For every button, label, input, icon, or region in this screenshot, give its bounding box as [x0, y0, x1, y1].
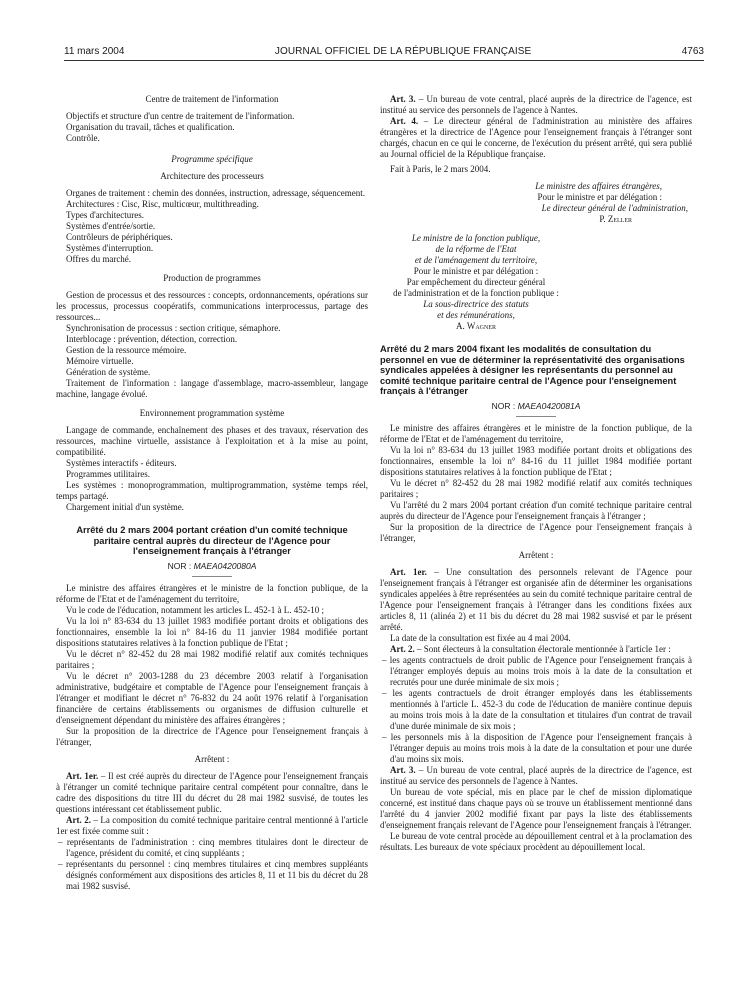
paragraph: Vu l'arrêté du 2 mars 2004 portant création d'un comité technique paritaire central auprès du directeur de l'Agence pour l'enseignement français à l'étranger ; [380, 499, 692, 521]
nor-reference [56, 561, 368, 572]
paragraph: Langage de commande, enchaînement des phases et des travaux, réservation des ressources, machine virtuelle, assistance à l'exploitation et à la mise au point, compatibilité. [56, 425, 368, 457]
paragraph: Mémoire virtuelle. [66, 356, 134, 366]
signature-line: et de l'aménagement du territoire, [414, 255, 538, 265]
signature-block-2 [380, 233, 692, 332]
paragraph: Le ministre des affaires étrangères et le ministre de la fonction publique, de la réforme de l'Etat et de l'aménagement du territoire, [56, 582, 368, 604]
paragraph: Offres du marché. [66, 254, 132, 264]
article [380, 567, 692, 633]
paragraph: Vu le décret n° 2003-1288 du 23 décembre 2003 relatif à l'organisation administrative, budgétaire et comptable de l'Agence pour l'enseignement français à l'étranger et modifiant le décret n° 76-832 du 24 août 1976 relatif à l'organisation financière de certains établissements ou organismes de diffusion culturelle et d'enseignement dépendant du ministère des affaires étrangères ; [56, 670, 368, 725]
paragraph: Le ministre des affaires étrangères et le ministre de la fonction publique, de la réforme de l'Etat et de l'aménagement du territoire, [380, 422, 692, 444]
paragraph: Organes de traitement : chemin des données, instruction, adressage, séquencement. [66, 188, 365, 198]
article-text: – Un bureau de vote central, placé auprès de la directrice de l'agence, est institué au service des personnels de l'agence à Nantes. [380, 94, 692, 115]
list-item: – les agents contractuels de droit public de l'Agence pour l'enseignement français à l'étranger employés depuis au moins trois mois à la date de la consultation et recrutés pour une durée minimale de six mois ; [382, 654, 692, 687]
signature-line: et des rémunérations, [437, 310, 515, 320]
paragraph: Types d'architectures. [66, 210, 144, 220]
article-label: Art. 3. [390, 94, 416, 104]
paragraph: Le bureau de vote central procède au dépouillement central et à la proclamation des résultats. Les bureaux de vote spéciaux procèdent au dépouillement local. [380, 830, 692, 852]
nor-label: NOR : [491, 400, 516, 411]
article [56, 815, 368, 837]
signature-line: Le directeur général de l'administration, [541, 203, 688, 213]
paragraph: Vu la loi n° 83-634 du 13 juillet 1983 modifiée portant droits et obligations des fonctionnaires, ensemble la loi n° 84-16 du 11 juillet 1984 modifiée portant dispositions statutaires relatives à la fonction publique de l'Etat ; [380, 444, 692, 477]
paragraph: Gestion de processus et des ressources : concepts, ordonnancements, opérations sur les processus, processus coopératifs, communications interprocessus, partage des ressources... [56, 290, 368, 322]
paragraph: Systèmes d'entrée/sortie. [66, 221, 156, 231]
article-text: – Le directeur général de l'administration au ministère des affaires étrangères et la directrice de l'Agence pour l'enseignement français à l'étranger sont chargés, chacun en ce qui le concerne, de l'exécution du présent arrêté, qui sera publié au Journal officiel de la République française. [380, 116, 693, 159]
signature-line: de l'administration et de la fonction publique : [393, 288, 559, 298]
list-item: – représentants de l'administration : cinq membres titulaires dont le directeur de l'agence, président du comité, et cinq suppléants ; [58, 836, 368, 858]
paragraph: Systèmes interactifs - éditeurs. [66, 458, 177, 468]
paragraph: Objectifs et structure d'un centre de traitement de l'information. [66, 111, 295, 121]
arrete-title: Arrêté du 2 mars 2004 fixant les modalités de consultation du personnel en vue de déterminer la représentativité des organisations syndicales appelées à désigner les représentants du personnel au comité technique paritaire central de l'Agence pour l'enseignement français à l'étranger [380, 344, 685, 396]
article-label: Art. 1er. [390, 566, 427, 577]
paragraph: Programmes utilitaires. [66, 469, 150, 479]
article-text: – Il est créé auprès du directeur de l'Agence pour l'enseignement français à l'étranger un comité technique paritaire central compétent pour connaître, dans le cadre des dispositions du titre III du décret du 28 mai 1982 susvisé, de toutes les questions intéressant cet établissement public. [56, 770, 368, 814]
article-label: Art. 2. [66, 814, 91, 825]
paragraph: Vu le décret n° 82-452 du 28 mai 1982 modifié relatif aux comités techniques paritaires ; [380, 477, 692, 499]
header-page-number: 4763 [681, 45, 704, 57]
nor-label: NOR : [167, 560, 192, 571]
paragraph: Contrôle. [66, 133, 100, 143]
article-label: Art. 2. [390, 643, 415, 654]
list-item: – représentants du personnel : cinq membres titulaires et cinq membres suppléants désignés conformément aux dispositions des articles 8, 11 et 11 bis du décret du 28 mai 1982 susvisé. [58, 858, 368, 891]
paragraph: Génération de système. [66, 367, 151, 377]
paragraph: Gestion de la ressource mémoire. [66, 345, 187, 355]
article-text: – Une consultation des personnels relevant de l'Agence pour l'enseignement français à l'étranger est organisée afin de déterminer les organisations syndicales appelées à être représentées au sein du comité technique paritaire central de l'Agence pour l'enseignement français à l'étranger dans les conditions fixées aux articles 8, 11 (alinéa 2) et 11 bis du décret du 28 mai 1982 susvisé et par le présent arrêté. [380, 566, 692, 632]
arretent-heading: Arrêtent : [518, 549, 554, 560]
article-label: Art. 3. [390, 764, 416, 775]
signature-line: Le ministre de la fonction publique, [411, 233, 541, 243]
nor-reference [380, 401, 692, 412]
signature-line: Le ministre des affaires étrangères, [535, 181, 662, 191]
paragraph: Sur la proposition de la directrice de l'Agence pour l'enseignement français à l'étranger, [56, 725, 368, 747]
list-item: – les personnels mis à la disposition de l'Agence pour l'enseignement français à l'étranger depuis au moins trois mois à la date de la consultation et pour une durée d'au moins six mois. [382, 731, 692, 764]
signature-line: Pour le ministre et par délégation : [537, 192, 662, 202]
paragraph: Interblocage : prévention, détection, correction. [66, 334, 238, 344]
paragraph: Synchronisation de processus : section critique, sémaphore. [66, 323, 281, 333]
signature-line: La sous-directrice des statuts [423, 299, 529, 309]
article-text: – Sont électeurs à la consultation électorale mentionnée à l'article 1er : [414, 643, 671, 654]
page-header [64, 44, 704, 58]
article-label: Art. 1er. [66, 770, 99, 781]
paragraph: Sur la proposition de la directrice de l'Agence pour l'enseignement français à l'étranger, [380, 521, 692, 543]
header-date: 11 mars 2004 [64, 45, 125, 57]
arretent-heading: Arrêtent : [194, 753, 230, 764]
article [380, 116, 692, 160]
arrete-title: Arrêté du 2 mars 2004 portant création d'un comité technique paritaire central auprès du directeur de l'Agence pour l'enseignement français à l'étranger [76, 525, 348, 556]
article [380, 94, 692, 116]
paragraph: Architectures : Cisc, Risc, multicœur, multithreading. [66, 199, 259, 209]
paragraph: Les systèmes : monoprogrammation, multiprogrammation, système temps réel, temps partagé. [56, 480, 368, 501]
article [56, 771, 368, 815]
paragraph: Traitement de l'information : langage d'assemblage, macro-assembleur, langage machine, langage évolué. [56, 378, 368, 399]
header-title: JOURNAL OFFICIEL DE LA RÉPUBLIQUE FRANÇAISE [274, 45, 532, 57]
paragraph: Organisation du travail, tâches et qualification. [66, 122, 235, 132]
nor-code: MAEA0420080A [193, 560, 257, 571]
section-title: Environnement programmation système [139, 408, 285, 418]
programme-heading: Programme spécifique [171, 154, 253, 164]
paragraph: La date de la consultation est fixée au 4 mai 2004. [390, 632, 571, 643]
section-title: Architecture des processeurs [160, 171, 264, 181]
article-label: Art. 4. [390, 116, 419, 126]
paragraph: Systèmes d'interruption. [66, 243, 154, 253]
signatory-name: A. Wagner [456, 321, 496, 331]
article [380, 644, 692, 655]
paragraph: Vu la loi n° 83-634 du 13 juillet 1983 modifiée portant droits et obligations des fonctionnaires, ensemble la loi n° 84-16 du 11 janvier 1984 modifiée portant dispositions statutaires relatives à la fonction publique de l'Etat ; [56, 615, 368, 648]
right-column [380, 94, 692, 853]
signature-line: de la réforme de l'Etat [435, 244, 517, 254]
signature-line: Par empêchement du directeur général [406, 277, 546, 287]
section-title: Production de programmes [163, 273, 261, 283]
left-column [56, 94, 368, 892]
paragraph: Un bureau de vote spécial, mis en place par le chef de mission diplomatique concerné, est institué dans chaque pays où se trouve un établissement mentionné dans l'arrêté du 4 janvier 2002 modifié fixant par pays la liste des établissements d'enseignement français relevant de l'Agence pour l'enseignement français à l'étranger. [380, 786, 692, 830]
signature-line: Pour le ministre et par délégation : [413, 266, 539, 276]
article [380, 765, 692, 787]
paragraph: Vu le code de l'éducation, notamment les articles L. 452-1 à L. 452-10 ; [66, 604, 325, 615]
header-rule [64, 60, 704, 61]
signatory-name: P. Zeller [599, 214, 632, 224]
list-item: – les agents contractuels de droit étranger employés dans les établissements mentionnés à l'article L. 452-3 du code de l'éducation de manière continue depuis au moins trois mois à la date de la consultation et titulaires d'un contrat de travail d'une durée minimale de six mois ; [382, 687, 692, 731]
paragraph: Chargement initial d'un système. [66, 502, 184, 512]
paragraph: Contrôleurs de périphériques. [66, 232, 173, 242]
section-title: Centre de traitement de l'information [145, 94, 279, 104]
fait-line: Fait à Paris, le 2 mars 2004. [390, 164, 491, 174]
article-text: – La composition du comité technique paritaire central mentionné à l'article 1er est fixée comme suit : [56, 814, 368, 836]
article-text: – Un bureau de vote central, placé auprès de la directrice de l'agence, est institué au service des personnels de l'agence à Nantes. [380, 764, 692, 786]
nor-code: MAEA0420081A [517, 400, 581, 411]
paragraph: Vu le décret n° 82-452 du 28 mai 1982 modifié relatif aux comités techniques paritaires ; [56, 648, 368, 670]
signature-block-1 [380, 181, 692, 225]
